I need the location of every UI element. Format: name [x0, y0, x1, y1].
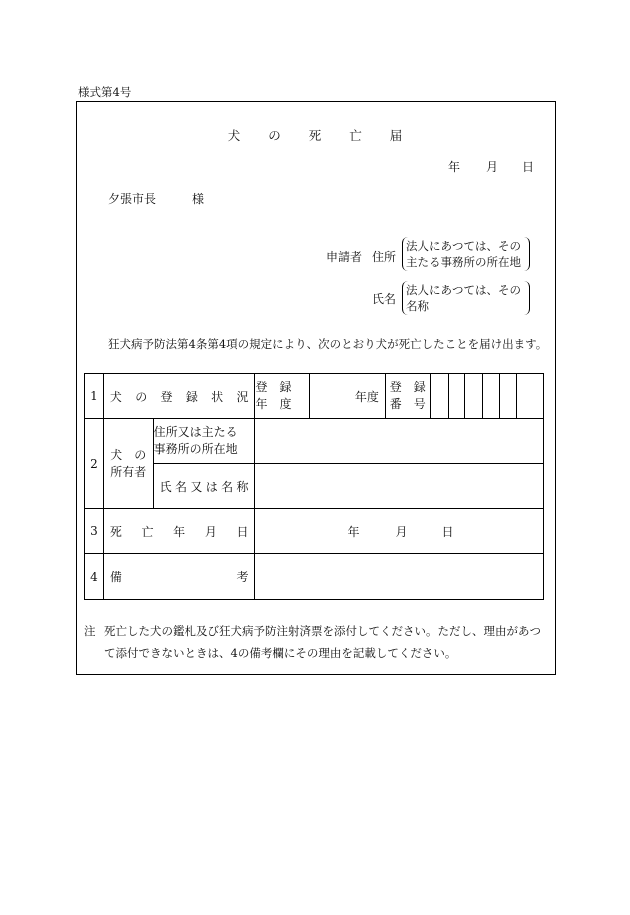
- applicant-name-label: 氏名: [372, 292, 397, 306]
- death-date-day: 日: [441, 524, 454, 539]
- remarks-field[interactable]: [255, 554, 544, 600]
- footnote: [84, 620, 550, 664]
- addressee-name: 夕張市長: [108, 192, 157, 206]
- applicant-address-note: 法人にあつては、その主たる事務所の所在地: [406, 239, 521, 269]
- applicant-label: 申請者: [326, 250, 363, 264]
- registration-status-label: 犬 の 登 録 状 況: [103, 374, 255, 419]
- statement-text: 狂犬病予防法第4条第4項の規定により、次のとおり犬が死亡したことを届け出ます。: [108, 337, 548, 351]
- addressee-honorific: 様: [192, 192, 205, 206]
- registration-number-digit[interactable]: [500, 374, 517, 419]
- date-day: 日: [522, 160, 535, 174]
- remarks-label: 備 考: [103, 554, 255, 600]
- footnote-mark: 注: [84, 624, 96, 638]
- form-title: 犬 の 死 亡 届: [227, 128, 403, 143]
- footnote-text: 死亡した犬の鑑札及び狂犬病予防注射済票を添付してください。ただし、理由があつて添付できないときは、4の備考欄にその理由を記載してください。: [104, 624, 541, 660]
- submission-date: [448, 158, 534, 175]
- owner-name-field[interactable]: [255, 464, 544, 509]
- table-row-remarks: [85, 554, 544, 600]
- table-row-owner-address: [85, 419, 544, 464]
- date-year: 年: [448, 160, 461, 174]
- row-number: 4: [85, 554, 104, 600]
- registration-number-digit[interactable]: [483, 374, 500, 419]
- registration-number-digit[interactable]: [448, 374, 465, 419]
- owner-address-field[interactable]: [255, 419, 544, 464]
- row-number: 3: [85, 509, 104, 554]
- death-report-table: [84, 373, 544, 600]
- owner-address-label: 住所又は主たる 事務所の所在地: [153, 419, 255, 464]
- applicant-name-note: 法人にあつては、その名称: [406, 283, 521, 313]
- registration-year-label: 登 録 年 度: [255, 374, 310, 419]
- registration-number-digit[interactable]: [465, 374, 483, 419]
- registration-number-digit[interactable]: [517, 374, 544, 419]
- death-date-label: 死 亡 年 月 日: [103, 509, 255, 554]
- owner-name-label: 氏 名 又 は 名 称: [153, 464, 255, 509]
- table-row-owner-name: [85, 464, 544, 509]
- table-row-registration: [85, 374, 544, 419]
- death-date-field[interactable]: [255, 509, 544, 554]
- date-month: 月: [486, 160, 499, 174]
- death-date-month: 月: [395, 524, 408, 539]
- applicant-address-label: 住所: [372, 250, 397, 264]
- table-row-death-date: [85, 509, 544, 554]
- row-number: 1: [85, 374, 104, 419]
- registration-number-digit[interactable]: [430, 374, 448, 419]
- registration-number-label: 登 録 番 号: [385, 374, 430, 419]
- death-date-year: 年: [347, 524, 360, 539]
- row-number: 2: [85, 419, 104, 509]
- fiscal-year-field[interactable]: 年度: [310, 374, 386, 419]
- form-number: 様式第4号: [78, 85, 132, 99]
- owner-label: 犬 の 所有者: [103, 419, 153, 509]
- addressee: [108, 190, 204, 207]
